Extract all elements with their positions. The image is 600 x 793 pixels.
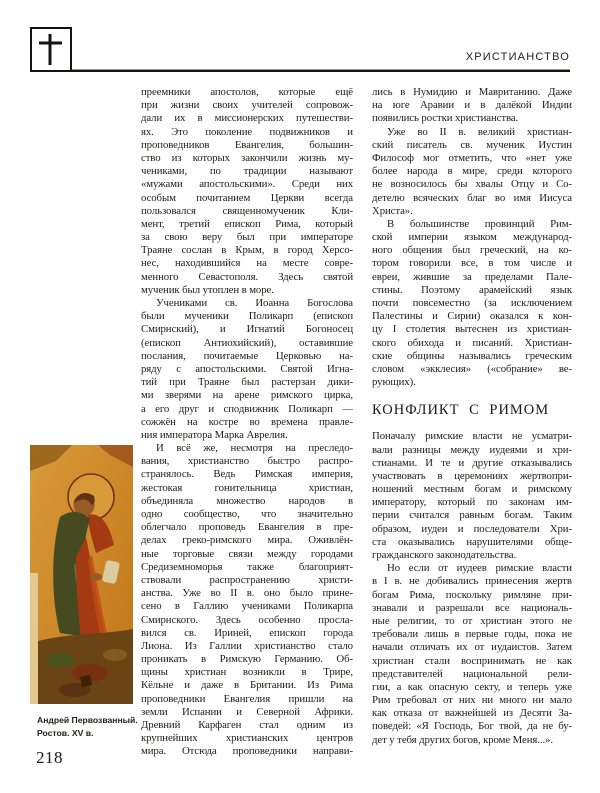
text-line: Но если от иудеев римские власти bbox=[387, 562, 572, 575]
text-line: пользовался священномученик Кли- bbox=[141, 204, 353, 217]
text-line: ряду с апостольскими. Святой Игна- bbox=[141, 362, 353, 375]
text-line: И всё же, несмотря на преследо- bbox=[156, 442, 353, 455]
figure-caption-line: Ростов. XV в. bbox=[37, 728, 94, 738]
text-line: В большинстве провинций Рим- bbox=[387, 217, 572, 230]
text-line: Учениками св. Иоанна Богослова bbox=[156, 297, 353, 309]
text-line: нес, находившийся на месте совре- bbox=[141, 257, 353, 270]
text-line: на юге Аравии и в далёкой Индии bbox=[372, 99, 572, 112]
text-line: менного Севастополя. Здесь святой bbox=[141, 270, 353, 283]
text-line: щины христиан возникли в Трире, bbox=[141, 666, 353, 679]
text-line: проповедников Евангелия, большин- bbox=[141, 138, 353, 151]
text-line: объединяла множество народов в bbox=[141, 494, 353, 507]
text-line: образом, иудеи и последователи Хри- bbox=[372, 522, 572, 535]
text-line: странялось. Ведь Римская империя, bbox=[141, 468, 353, 481]
running-head: ХРИСТИАНСТВО bbox=[465, 51, 570, 63]
text-line: за свою веру был при императоре bbox=[141, 231, 353, 244]
text-line: ского обихода и писаний. Христиан- bbox=[372, 336, 572, 349]
text-line: ский писатель св. мученик Иустин bbox=[372, 138, 572, 151]
text-line: гии, а как опасную секту, и теперь уже bbox=[372, 680, 572, 693]
text-line: проповедники Евангелия пришли на bbox=[141, 692, 353, 705]
text-line: «мужами апостольскими». Среди них bbox=[141, 178, 353, 191]
text-line: почти повсеместно (за исключением bbox=[372, 297, 572, 309]
text-line: стины. Поэтому арамейский язык bbox=[372, 283, 572, 296]
text-line: проникать в Римскую Германию. Об- bbox=[141, 653, 353, 666]
text-line: преемники апостолов, которые ещё bbox=[141, 86, 353, 98]
text-block-upper bbox=[372, 86, 572, 389]
text-line: стианами. И те и другие отказывались bbox=[372, 456, 572, 469]
text-line: послания, почитаемые Церковью на- bbox=[141, 349, 353, 362]
text-line: перии считался равным богам. Таким bbox=[372, 509, 572, 522]
text-line: мира. Отсюда проповедники направи- bbox=[141, 745, 353, 758]
text-line: вился св. Ириней, епископ города bbox=[141, 626, 353, 639]
text-line: тором говорили все, в том числе и bbox=[372, 257, 572, 270]
text-column-right bbox=[372, 86, 572, 747]
text-line: требовали лишь в первые годы, пока не bbox=[372, 628, 572, 641]
text-line: в I в. не добивались принесения жертв bbox=[372, 575, 572, 588]
text-line: ство из которых закончили жизнь му- bbox=[141, 151, 353, 164]
text-line: рующих). bbox=[372, 376, 416, 389]
text-line: дали их в миссионерских путешестви- bbox=[141, 112, 353, 125]
text-line: более народа в мире, среди которого bbox=[372, 165, 572, 178]
text-block-lower bbox=[372, 430, 572, 747]
text-line: Смирнского. Здесь особенно просла- bbox=[141, 613, 353, 626]
text-line: вали разницы между иудеями и хри- bbox=[372, 443, 572, 456]
text-line: лись в Нумидию и Мавританию. Даже bbox=[372, 86, 572, 98]
text-line: жестокая гонительница христиан, bbox=[141, 481, 353, 494]
text-line: Поначалу римские власти не усматри- bbox=[372, 430, 572, 443]
text-line: ские общины назывались греческим bbox=[372, 349, 572, 362]
text-line: чениками, по традиции называют bbox=[141, 165, 353, 178]
text-line: ношений местным богам и римскому bbox=[372, 483, 572, 496]
figure-caption bbox=[37, 714, 149, 740]
text-line: Средиземноморья также благоприят- bbox=[141, 560, 353, 573]
text-line: Кёльне и даже в Британии. Из Рима bbox=[141, 679, 353, 692]
text-line: земли Испании и Северной Африки. bbox=[141, 705, 353, 718]
text-line: при жизни своих учителей сопровож- bbox=[141, 99, 353, 112]
icon-figure bbox=[30, 445, 133, 704]
text-line: а его друг и сподвижник Поликарп — bbox=[141, 402, 353, 415]
text-line: анства. Уже во II в. оно было прине- bbox=[141, 587, 353, 600]
text-line: Смирнский), и Игнатий Богоносец bbox=[141, 323, 353, 336]
text-line: вания, христианство быстро распро- bbox=[141, 455, 353, 468]
text-line: словом «экклесия» («собрание» ве- bbox=[372, 362, 572, 375]
text-line: Христа». bbox=[372, 204, 413, 217]
text-line: гражданского законодательства. bbox=[372, 549, 517, 561]
text-line: Траяне сослан в Крым, в город Херсо- bbox=[141, 244, 353, 257]
text-line: ные религии, то от христиан этого не bbox=[372, 614, 572, 627]
text-line: евреи, жившие за пределами Пале- bbox=[372, 270, 572, 283]
text-line: ях. Это поколение подвижников и bbox=[141, 125, 353, 138]
figure-caption-line: Андрей Первозванный. bbox=[37, 715, 138, 725]
text-line: Палестины и Сирии) оказался к кон- bbox=[372, 310, 572, 323]
text-line: ния императора Марка Аврелия. bbox=[141, 428, 288, 441]
text-line: христиан стали воспринимать не как bbox=[372, 654, 572, 667]
text-line: императору, который по законам им- bbox=[372, 496, 572, 509]
header-rule bbox=[72, 69, 570, 72]
text-line: Лиона. Из Галлии христианство стало bbox=[141, 639, 353, 652]
text-line: сено в Галлию учениками Поликарпа bbox=[141, 600, 353, 613]
cross-icon bbox=[32, 29, 69, 69]
text-line: особым почитанием Церкви всегда bbox=[141, 191, 353, 204]
text-column-left bbox=[141, 86, 353, 759]
text-line: одно сообщество, что значительно bbox=[141, 508, 353, 520]
text-line: мученик был утоплен в море. bbox=[141, 283, 274, 296]
text-line: мент, третий епископ Рима, который bbox=[141, 217, 353, 230]
text-line: появились ростки христианства. bbox=[372, 112, 519, 125]
text-line: богам Рима, поскольку римляне при- bbox=[372, 588, 572, 601]
text-line: крупнейших христианских центров bbox=[141, 732, 353, 745]
text-line: сожжён на костре во времена правле- bbox=[141, 415, 353, 428]
text-line: (епископ Антиохийский), оставившие bbox=[141, 336, 353, 349]
text-line: были мученики Поликарп (епископ bbox=[141, 310, 353, 323]
andrew-icon-image bbox=[30, 445, 133, 704]
text-line: делах греко-римского мира. Оживлён- bbox=[141, 534, 353, 547]
text-line: ного общения был греческий, на ко- bbox=[372, 244, 572, 257]
text-line: дет у тебя других богов, кроме Меня...». bbox=[372, 733, 553, 746]
text-line: ской империи языком международ- bbox=[372, 231, 572, 244]
text-line: ствовали распространению христи- bbox=[141, 573, 353, 586]
text-line: ста оказывались нарушителями обще- bbox=[372, 535, 572, 548]
text-line: облегчало проповедь Евангелия в пре- bbox=[141, 521, 353, 534]
text-line: начали отличать их от иудаистов. Затем bbox=[372, 641, 572, 654]
text-line: участвовать в церемониях жертвопри- bbox=[372, 469, 572, 482]
text-line: Философ мог отметить, что «нет уже bbox=[372, 151, 572, 164]
text-line: как отказа от важнейшей из Десяти За- bbox=[372, 707, 572, 720]
text-line: ные торговые связи между городами bbox=[141, 547, 353, 560]
text-line: детелю всяческих благ во имя Иисуса bbox=[372, 191, 572, 204]
text-line: Уже во II в. великий христиан- bbox=[387, 125, 572, 138]
section-heading: КОНФЛИКТ С РИМОМ bbox=[372, 402, 550, 419]
chapter-emblem-box bbox=[30, 27, 72, 72]
text-line: Древний Карфаген стал одним из bbox=[141, 719, 353, 731]
text-line: тий при Траяне был растерзан дики- bbox=[141, 376, 353, 389]
text-line: Рим требовал от них ни много ни мало bbox=[372, 694, 572, 707]
text-line: знавали и разрешали все националь- bbox=[372, 601, 572, 614]
text-line: ми зверями на арене римского цирка, bbox=[141, 389, 353, 402]
text-line: представителей национальной рели- bbox=[372, 667, 572, 680]
page-number: 218 bbox=[36, 748, 63, 767]
text-line: цу I столетия вытеснен из христиан- bbox=[372, 323, 572, 336]
text-line: поведей: «Я Господь, Бог твой, да не бу- bbox=[372, 720, 572, 733]
text-line: не возносилось бы хвалы Отцу и Со- bbox=[372, 178, 572, 191]
